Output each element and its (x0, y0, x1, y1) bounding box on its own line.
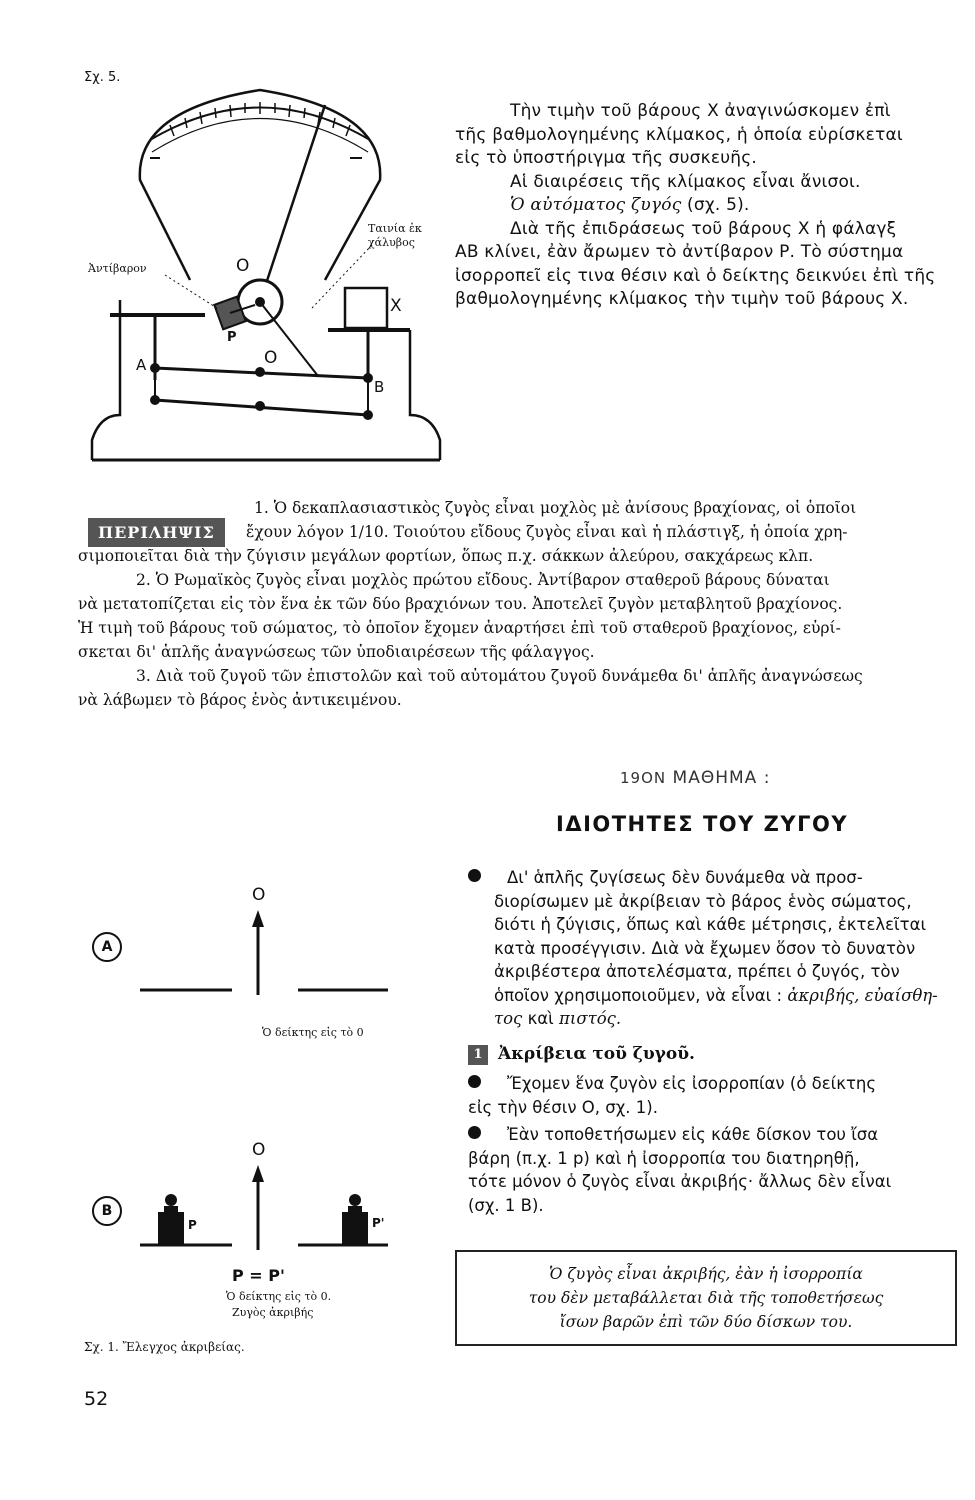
intro-line: Αἱ διαιρέσεις τῆς κλίμακος εἶναι ἄνισοι. (510, 171, 861, 192)
bullet-icon (468, 1075, 481, 1088)
intro-line: (σχ. 5). (687, 195, 750, 215)
figure1-a-marker (92, 932, 122, 962)
caption-b-1: Ὁ δείκτης εἰς τὸ 0. (226, 1290, 332, 1303)
body-line: ἀκριβέστερα ἀποτελέσματα, πρέπει ὁ ζυγός, τὸν (494, 962, 900, 981)
balance-b-diagram (130, 1160, 430, 1260)
intro-line: εἰς τὸ ὑποστήριγμα τῆς συσκευῆς. (455, 148, 758, 168)
steel-band-label-2: χάλυβος (368, 236, 415, 249)
italic-term: ἀκριβής, εὐαίσθη- (787, 985, 938, 1005)
body-line: (σχ. 1 Β). (468, 1195, 544, 1215)
summary-badge: ΠΕΡΙΛΗΨΙΣ (88, 518, 225, 547)
fulcrum-o-label: O (264, 348, 278, 368)
intro-line: Τὴν τιμὴν τοῦ βάρους Χ ἀναγινώσκομεν ἐπὶ (510, 101, 891, 121)
body-line: διορίσωμεν μὲ ἀκρίβειαν τὸ βάρος ἑνὸς σώματος, (494, 891, 912, 911)
italic-term: πιστός. (559, 1009, 622, 1028)
steel-band-label-1: Ταινία ἐκ (368, 222, 422, 235)
summary-block (78, 496, 958, 712)
body-line: βάρη (π.χ. 1 p) καὶ ἡ ἰσορροπία του διατηρηθῇ, (468, 1148, 860, 1168)
point-a-label: A (136, 356, 147, 374)
summary-line: σκεται δι' ἁπλῆς ἀναγνώσεως τῶν ὑποδιαιρέσεων τῆς φάλαγγος. (78, 643, 595, 661)
italic-term: τος (494, 1009, 523, 1028)
intro-line: ἰσορροπεῖ εἰς τινα θέσιν καὶ ὁ δείκτης δεικνύει ἐπὶ τῆς (455, 265, 936, 286)
body-line: Ἐὰν τοποθετήσωμεν εἰς κάθε δίσκον του ἴσα (507, 1125, 879, 1144)
box-line: Ὁ ζυγὸς εἶναι ἀκριβής, ἐὰν ἡ ἰσορροπία (549, 1265, 863, 1283)
counterweight-label: Ἀντίβαρον (88, 262, 147, 275)
counterweight-p-label: P (227, 330, 237, 345)
intro-text (455, 100, 950, 312)
figure1-b-marker (92, 1196, 122, 1226)
definition-box (455, 1250, 957, 1346)
lesson-word: ΜΑΘΗΜΑ : (672, 768, 771, 788)
summary-line: νὰ λάβωμεν τὸ βάρος ἑνὸς ἀντικειμένου. (78, 691, 402, 709)
automatic-scale-term: Ὁ αὐτόματος ζυγός (510, 195, 682, 215)
weight-p-prime-label: P' (372, 1216, 385, 1230)
circle-b-label: B (92, 1196, 122, 1226)
summary-line: ἔχουν λόγον 1/10. Τοιούτου εἴδους ζυγὸς εἶναι καὶ ἡ πλάστιγξ, ἡ ὁποία χρη- (246, 523, 848, 541)
weight-p-label: P (188, 1218, 197, 1232)
balance-a-diagram (140, 905, 440, 1005)
lesson-label (620, 768, 770, 788)
section-title: Ἀκρίβεια τοῦ ζυγοῦ. (498, 1043, 695, 1064)
figure1-caption: Σχ. 1. Ἔλεγχος ἀκριβείας. (84, 1340, 245, 1354)
bullet-icon (468, 1126, 481, 1139)
pointer-o-label-a: O (252, 885, 266, 905)
intro-line: Διὰ τῆς ἐπιδράσεως τοῦ βάρους Χ ἡ φάλαγξ (510, 218, 897, 239)
body-line: εἰς τὴν θέσιν Ο, σχ. 1). (468, 1097, 658, 1117)
weight-x-label: X (390, 296, 402, 316)
body-line: καὶ (527, 1009, 554, 1028)
summary-line: 2. Ὁ Ρωμαϊκὸς ζυγὸς εἶναι μοχλὸς πρώτου εἴδους. Ἀντίβαρον σταθεροῦ βάρους δύναται (136, 571, 830, 589)
figure5-caption: Σχ. 5. (84, 70, 121, 85)
caption-b-2: Ζυγὸς ἀκριβής (232, 1306, 314, 1319)
summary-line: νὰ μετατοπίζεται εἰς τὸν ἕνα ἐκ τῶν δύο βραχιόνων του. Ἀποτελεῖ ζυγὸν μεταβλητοῦ βραχίονος. (78, 595, 843, 613)
body-text (468, 866, 952, 1217)
summary-line: 1. Ὁ δεκαπλασιαστικὸς ζυγὸς εἶναι μοχλὸς μὲ ἀνίσους βραχίονας, οἱ ὁποῖοι (254, 499, 857, 517)
summary-line: 3. Διὰ τοῦ ζυγοῦ τῶν ἐπιστολῶν καὶ τοῦ αὐτομάτου ζυγοῦ δυνάμεθα δι' ἁπλῆς ἀναγνώσεως (136, 667, 863, 685)
pivot-o-label: O (236, 256, 250, 276)
summary-line: σιμοποιεῖται διὰ τὴν ζύγισιν μεγάλων φορτίων, ὅπως π.χ. σάκκων ἀλεύρου, σακχάρεως κλπ. (78, 547, 814, 565)
body-line: κατὰ προσέγγισιν. Διὰ νὰ ἔχωμεν ὅσον τὸ δυνατὸν (494, 938, 916, 958)
body-line: Δι' ἁπλῆς ζυγίσεως δὲν δυνάμεθα νὰ προσ- (507, 868, 863, 887)
body-line: Ἔχομεν ἕνα ζυγὸν εἰς ἰσορροπίαν (ὁ δείκτης (507, 1074, 877, 1093)
intro-line: ΑΒ κλίνει, ἐὰν ἄρωμεν τὸ ἀντίβαρον Ρ. Τὸ σύστημα (455, 242, 904, 262)
box-line: του δὲν μεταβάλλεται διὰ τῆς τοποθετήσεως (528, 1289, 884, 1307)
caption-a: Ὁ δείκτης εἰς τὸ 0 (262, 1026, 364, 1039)
body-line: διότι ἡ ζύγισις, ὅπως καὶ κάθε μέτρησις, ἐκτελεῖται (494, 915, 927, 934)
automatic-scale-diagram (80, 80, 460, 470)
body-line: ὁποῖον χρησιμοποιοῦμεν, νὰ εἶναι : (494, 985, 783, 1005)
intro-line: τῆς βαθμολογημένης κλίμακος, ἡ ὁποία εὑρίσκεται (455, 124, 903, 145)
page-number: 52 (84, 1388, 109, 1410)
lesson-number: 19ΟΝ (620, 769, 667, 787)
lesson-title: ΙΔΙΟΤΗΤΕΣ ΤΟΥ ΖΥΓΟΥ (556, 812, 849, 836)
circle-a-label: A (92, 932, 122, 962)
summary-line: Ἡ τιμὴ τοῦ βάρους τοῦ σώματος, τὸ ὁποῖον ἔχομεν ἀναρτήσει ἐπὶ τοῦ σταθεροῦ βραχίονος, εὑρί- (78, 619, 841, 637)
intro-line: βαθμολογημένης κλίμακος τὴν τιμὴν τοῦ βάρους Χ. (455, 289, 909, 309)
point-b-label: B (374, 378, 385, 396)
body-line: τότε μόνον ὁ ζυγὸς εἶναι ἀκριβής· ἄλλως δὲν εἶναι (468, 1172, 892, 1191)
box-line: ἴσων βαρῶν ἐπὶ τῶν δύο δίσκων του. (559, 1313, 853, 1331)
section-number: 1 (468, 1045, 488, 1065)
pointer-o-label-b: O (252, 1140, 266, 1160)
bullet-icon (468, 869, 481, 882)
equation: P = P' (232, 1266, 285, 1285)
